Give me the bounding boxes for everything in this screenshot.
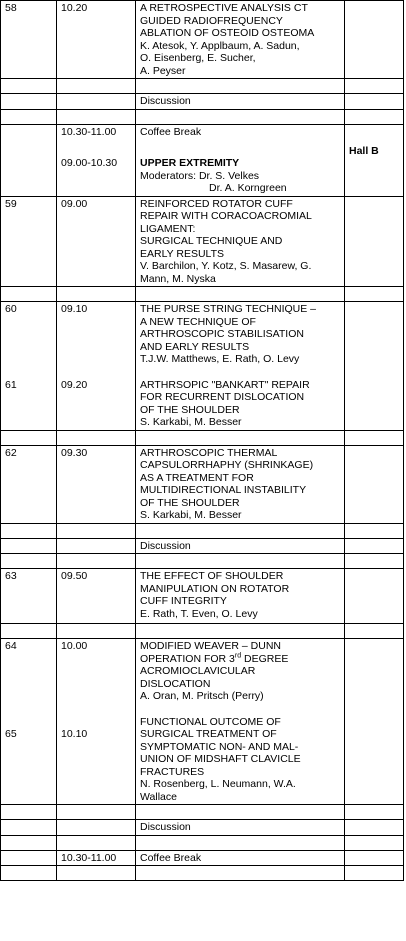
title-line: AS A TREATMENT FOR: [140, 471, 254, 484]
abstract-time: 09.30: [57, 445, 136, 523]
abstract-cell: [136, 569, 345, 624]
table-row: [1, 445, 404, 523]
author-line: N. Rosenberg, L. Neumann, W.A.: [140, 778, 296, 790]
title-line: UNION OF MIDSHAFT CLAVICLE: [140, 753, 301, 765]
title-line: MODIFIED WEAVER – DUNN: [140, 640, 281, 652]
spacer-row: [1, 554, 404, 569]
title-line: REPAIR WITH CORACOACROMIAL: [140, 210, 312, 222]
session-cell: [136, 124, 345, 196]
title-line: AND EARLY RESULTS: [140, 340, 250, 353]
spacer-row: [1, 866, 404, 881]
coffee-break-label: Coffee Break: [140, 125, 202, 138]
title-line: LIGAMENT:: [140, 222, 196, 235]
table-row: [1, 124, 404, 196]
author-line: Mann, M. Nyska: [140, 272, 216, 285]
moderators-line: Moderators: Dr. S. Velkes: [140, 169, 260, 182]
author-line: V. Barchilon, Y. Kotz, S. Masarew, G.: [140, 260, 312, 272]
title-line: A NEW TECHNIQUE OF: [140, 315, 256, 328]
hall-cell: [345, 124, 404, 196]
abstract-time: 09.00: [57, 196, 136, 287]
title-line: GUIDED RADIOFREQUENCY: [140, 14, 283, 27]
abstract-time: 09.20: [61, 378, 88, 391]
author-line: S. Karkabi, M. Besser: [140, 416, 242, 428]
coffee-break-label: Coffee Break: [136, 850, 345, 866]
title-line: THE PURSE STRING TECHNIQUE –: [140, 303, 316, 315]
spacer-row: [1, 805, 404, 820]
abstract-number-cell: [1, 639, 57, 805]
title-line: FRACTURES: [140, 765, 205, 778]
title-line: ARTHROSCOPIC THERMAL: [140, 446, 278, 459]
abstract-number: 63: [1, 569, 57, 624]
abstract-number: 60: [5, 303, 17, 315]
session-time: 09.00-10.30: [61, 157, 118, 169]
table-row: [1, 302, 404, 431]
title-line: FOR RECURRENT DISLOCATION: [140, 391, 305, 403]
author-line: O. Eisenberg, E. Sucher,: [140, 52, 256, 64]
title-line: ACROMIOCLAVICULAR: [140, 665, 256, 677]
abstract-time: 09.10: [61, 303, 88, 315]
table-row: [1, 850, 404, 866]
table-row: [1, 538, 404, 554]
abstract-time-cell: [57, 639, 136, 805]
discussion-label: Discussion: [136, 538, 345, 554]
abstract-number: 58: [1, 1, 57, 79]
abstract-cell: [136, 302, 345, 431]
title-line: THE EFFECT OF SHOULDER: [140, 570, 284, 582]
title-line: CUFF INTEGRITY: [140, 595, 227, 607]
spacer-row: [1, 79, 404, 94]
table-row: [1, 639, 404, 805]
abstract-time-cell: [57, 302, 136, 431]
table-row: [1, 94, 404, 110]
abstract-number: 64: [5, 640, 17, 652]
abstract-cell: [136, 196, 345, 287]
abstract-number: 65: [5, 727, 17, 740]
moderator-line: Dr. A. Korngreen: [209, 182, 287, 194]
title-line: MANIPULATION ON ROTATOR: [140, 582, 290, 595]
abstract-cell: [136, 1, 345, 79]
hall-label: Hall B: [349, 144, 379, 157]
author-line: A. Peyser: [140, 64, 186, 77]
session-title: UPPER EXTREMITY: [140, 157, 240, 169]
spacer-row: [1, 430, 404, 445]
table-row: [1, 1, 404, 79]
author-line: A. Oran, M. Pritsch (Perry): [140, 690, 264, 702]
title-line: MULTIDIRECTIONAL INSTABILITY: [140, 484, 307, 496]
table-row: [1, 820, 404, 836]
coffee-time: 10.30-11.00: [61, 125, 117, 138]
abstract-cell: [136, 639, 345, 805]
title-line: ARTHROSCOPIC STABILISATION: [140, 328, 304, 340]
author-line: Wallace: [140, 790, 177, 803]
abstract-time: 10.00: [61, 640, 88, 652]
spacer-row: [1, 287, 404, 302]
title-line: ARTHRSOPIC "BANKART" REPAIR: [140, 378, 310, 391]
table-row: [1, 196, 404, 287]
title-line: OF THE SHOULDER: [140, 403, 240, 416]
coffee-time: 10.30-11.00: [57, 850, 136, 866]
spacer-row: [1, 624, 404, 639]
hall-cell: [345, 1, 404, 79]
discussion-label: Discussion: [136, 820, 345, 836]
title-line: EARLY RESULTS: [140, 247, 225, 260]
title-line: ABLATION OF OSTEOID OSTEOMA: [140, 27, 315, 39]
abstract-time: 10.10: [61, 727, 88, 740]
abstract-number: 62: [1, 445, 57, 523]
author-line: S. Karkabi, M. Besser: [140, 509, 242, 521]
discussion-label: Discussion: [136, 94, 345, 110]
abstract-time: 09.50: [57, 569, 136, 624]
title-line: OF THE SHOULDER: [140, 496, 240, 509]
title-line: REINFORCED ROTATOR CUFF: [140, 197, 293, 210]
title-line: DISLOCATION: [140, 677, 211, 690]
time-cell: [57, 124, 136, 196]
author-line: K. Atesok, Y. Applbaum, A. Sadun,: [140, 39, 300, 52]
title-line: CAPSULORRHAPHY (SHRINKAGE): [140, 459, 314, 471]
spacer-row: [1, 109, 404, 124]
author-line: E. Rath, T. Even, O. Levy: [140, 607, 258, 620]
title-line: OPERATION FOR 3rd DEGREE: [140, 652, 289, 665]
abstract-number: 59: [1, 196, 57, 287]
title-line: A RETROSPECTIVE ANALYSIS CT: [140, 2, 308, 14]
spacer-row: [1, 523, 404, 538]
title-line: SURGICAL TREATMENT OF: [140, 728, 277, 740]
title-line: SYMPTOMATIC NON- AND MAL-: [140, 740, 299, 753]
title-line: SURGICAL TECHNIQUE AND: [140, 235, 283, 247]
abstract-cell: [136, 445, 345, 523]
abstract-time: 10.20: [57, 1, 136, 79]
author-line: T.J.W. Matthews, E. Rath, O. Levy: [140, 353, 300, 365]
abstract-number: 61: [5, 378, 17, 391]
spacer-row: [1, 835, 404, 850]
title-line: FUNCTIONAL OUTCOME OF: [140, 715, 281, 728]
abstract-number-cell: [1, 302, 57, 431]
table-row: [1, 569, 404, 624]
